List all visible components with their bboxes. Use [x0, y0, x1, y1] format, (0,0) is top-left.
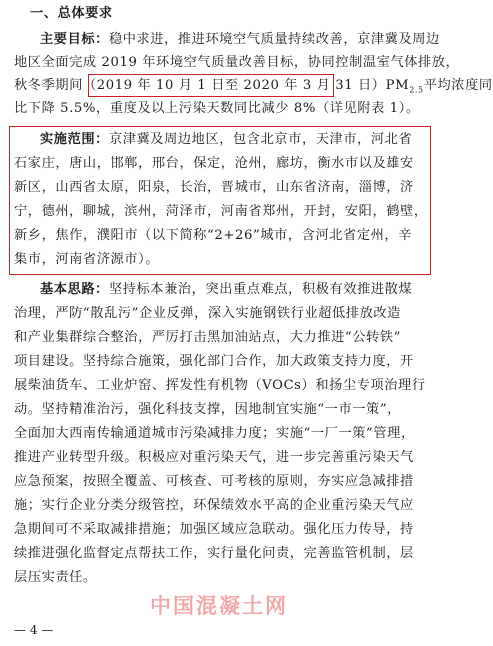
approach-line-2: 治理，严防“散乱污”企业反弹，深入实施钢铁行业超低排放改造: [14, 306, 401, 321]
approach-line-1: [40, 278, 430, 302]
scope-line-5: 新乡，焦作，濮阳市（以下简称“2+26”城市，含河北省定州，辛: [14, 228, 412, 243]
approach-line-9: 应急预案，按照全覆盖、可核查、可考核的原则，夯实应急减排措: [14, 474, 414, 489]
watermark-logo: 中国混凝土网: [150, 594, 288, 618]
approach-line-11: 急期间可不采取减排措施；加强区域应急联动。强化压力传导，持: [14, 522, 414, 537]
scope-label: 实施范围：: [40, 132, 109, 147]
scope-text-1: 京津冀及周边地区，包含北京市，天津市，河北省: [108, 132, 413, 147]
approach-label: 基本思路：: [40, 282, 109, 297]
scope-line-6: 集市，河南省济源市）。: [14, 252, 160, 267]
section-heading: 一、总体要求: [30, 6, 113, 21]
scope-line-3: 新区，山西省太原，阳泉，长治，晋城市，山东省济南，淄博，济: [14, 180, 414, 195]
goal-text-1: 稳中求进，推进环境空气质量持续改善，京津冀及周边: [108, 32, 440, 47]
scope-line-1: [40, 128, 430, 152]
goal-text-3-pre: 秋冬季期间: [14, 78, 83, 93]
goal-line-2: 地区全面完成 2019 年环境空气质量改善目标，协同控制温室气体排放，: [14, 55, 460, 70]
goal-line-4: 比下降 5.5%，重度及以上污染天数同比减少 8%（详见附表 1）。: [14, 101, 420, 116]
pm-label: PM: [385, 78, 410, 93]
approach-line-3: 和产业集群综合整治，严厉打击黑加油站点，大力推进“公转铁”: [14, 330, 401, 345]
pm-subscript: 2.5: [409, 85, 424, 95]
approach-line-5: 展柴油货车、工业炉窑、挥发性有机物（VOCs）和扬尘专项治理行: [14, 378, 426, 393]
goal-line-1: [40, 28, 440, 52]
approach-line-7: 全面加大西南传输通道城市污染减排力度；实施“一厂一策”管理，: [14, 426, 415, 441]
approach-line-4: 项目建设。坚持综合施策，强化部门合作，加大政策支持力度，开: [14, 354, 414, 369]
goal-text-3-post: 平均浓度同: [423, 78, 493, 93]
goal-period-highlight-box: [88, 74, 334, 97]
goal-label: 主要目标：: [40, 32, 109, 47]
approach-line-12: 续推进强化监督定点帮扶工作，实行量化问责，完善监管机制，层: [14, 546, 414, 561]
scope-line-4: 宁，德州，聊城，滨州，菏泽市，河南省郑州，开封，安阳，鹤壁，: [14, 204, 428, 219]
approach-line-10: 施；实行企业分类分级管控，环保绩效水平高的企业重污染天气应: [14, 498, 414, 513]
scope-line-2: 石家庄，唐山，邯郸，邢台，保定，沧州，廊坊，衡水市以及雄安: [14, 156, 414, 171]
approach-line-8: 推进产业转型升级。积极应对重污染天气，进一步完善重污染天气: [14, 450, 414, 465]
approach-line-6: 动。坚持精准治污，强化科技支撑，因地制宜实施“一市一策”，: [14, 402, 401, 417]
approach-text-1: 坚持标本兼治，突出重点难点，积极有效推进散煤: [108, 282, 413, 297]
goal-period: （2019 年 10 月 1 日至 2020 年 3 月 31 日）: [82, 78, 386, 93]
approach-line-13: 层压实责任。: [14, 570, 97, 585]
page-number: — 4 —: [14, 623, 54, 637]
